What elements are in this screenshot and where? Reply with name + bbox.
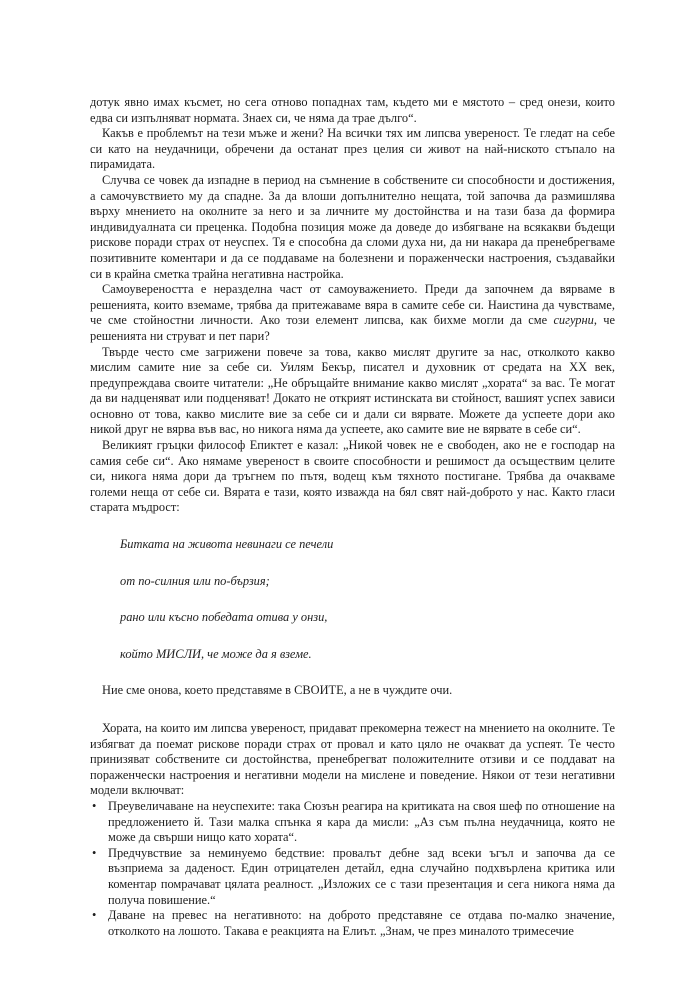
closing-paragraph: Хората, на които им липсва увереност, придават прекомерна тежест на мнението на околните. Те избягват да поемат рискове поради страх от провал и като цяло не очакват да успеят. Те често принизяват собствените си достойнства, пренебрегват положителните отзиви и се поддават на пораженчески настроения и негативни модели на мислене и поведение. Някои от тези негативни модели включват: — [90, 721, 615, 798]
list-item-text: Предчувствие за неминуемо бедствие: провалът дебне зад всеки ъгъл и започва да се възприема за даденост. Един отрицателен детайл, една случайно подхвърлена критика или коментар помрачават цялата реалност. „Изложих се с тази презентация и сега никога няма да получа повишение.“ — [108, 845, 615, 907]
list-item — [90, 799, 615, 846]
list-item — [90, 846, 615, 908]
document-page — [90, 95, 615, 939]
bullet-icon: • — [92, 908, 97, 923]
bullet-icon: • — [92, 798, 97, 813]
bullet-icon: • — [92, 845, 97, 860]
list-item-text: Преувеличаване на неуспехите: така Сюзън реагира на критиката на своя шеф по отношение на предложението й. Тази малка спънка я кара да мисли: „Аз съм пълна неудачница, която не може да свърши нищо като хората“. — [108, 798, 615, 845]
poem-line: рано или късно победата отива у онзи, — [120, 610, 328, 625]
poem-line: от по-силния или по-бързия; — [120, 573, 270, 588]
paragraph-6: Великият гръцки философ Епиктет е казал: „Никой човек не е свободен, ако не е господар на самия себе си“. Ако нямаме увереност в своите способности и решимост да осъществим целите си, никога няма дори да тръгнем по пътя, водещ към тяхното постигане. Трябва да очакваме големи неща от себе си. Вярата е тази, която изважда на бял свят най-доброто у нас. Както гласи старата мъдрост: — [90, 438, 615, 515]
poem — [90, 537, 615, 662]
paragraph-2: Какъв е проблемът на тези мъже и жени? На всички тях им липсва увереност. Те гледат на себе си като на неудачници, обречени да останат през целия си живот на най-ниското стъпало на пирамидата. — [90, 126, 615, 172]
bullet-list — [90, 799, 615, 939]
poem-line: който МИСЛИ, че може да я вземе. — [120, 646, 312, 661]
list-item-text: Даване на превес на негативното: на доброто представяне се отдава по-малко значение, отколкото на лошото. Такава е реакцията на Елиът. „Знам, че през миналото тримесечие — [108, 908, 615, 938]
paragraph-5: Твърде често сме загрижени повече за това, какво мислят другите за нас, отколкото какво мислим самите ние за себе си. Уилям Бекър, писател и духовник от средата на XX век, предупреждава своите читатели: „Не обръщайте внимание какво мислят „хората“ за вас. Те могат да ви надценяват или подценяват! Докато не открият истинската ви стойност, вашият успех зависи основно от това, какво мислите вие за себе си и дали си вярвате. Можете да успеете дори ако никой друг не вярва във вас, но никога няма да успеете, ако самите вие не вярвате в себе си“. — [90, 344, 615, 437]
paragraph-3: Случва се човек да изпадне в период на съмнение в собствените си способности и достижения, а самочувствието му да спадне. За да влоши допълнително нещата, той започва да размишлява върху мнението на околните за него и за личните му достойнства и на тази база да формира индивидуалната си преценка. Подобна позиция може да доведе до избягване на всякакви бъдещи рискове поради страх от неуспех. Тя е способна да сломи духа ни, да ни накара да пренебрегваме позитивните коментари и да се поддаваме на болезнени и пораженчески настроения, създавайки си в крайна сметка трайна негативна настройка. — [90, 172, 615, 281]
emphasis-text: сигурни — [553, 313, 594, 328]
standalone-quote: Ние сме онова, което представяме в СВОИТЕ, а не в чуждите очи. — [102, 683, 453, 698]
poem-line: Битката на живота невинаги се печели — [120, 537, 334, 552]
paragraph-1: дотук явно имах късмет, но сега отново попаднах там, където ми е мястото – сред онези, които едва си изпълняват нормата. Знаех си, че няма да трае дълго“. — [90, 95, 615, 125]
paragraph-4: Самоувереността е неразделна част от самоуважението. Преди да започнем да вярваме в решенията, които вземаме, трябва да притежаваме вяра в самите себе си. Наистина да чувстваме, че сме стойностни личности. Ако този елемент липсва, как бихме могли да сме сигурни, че решенията ни струват и пет пари? — [90, 282, 615, 343]
list-item — [90, 908, 615, 939]
